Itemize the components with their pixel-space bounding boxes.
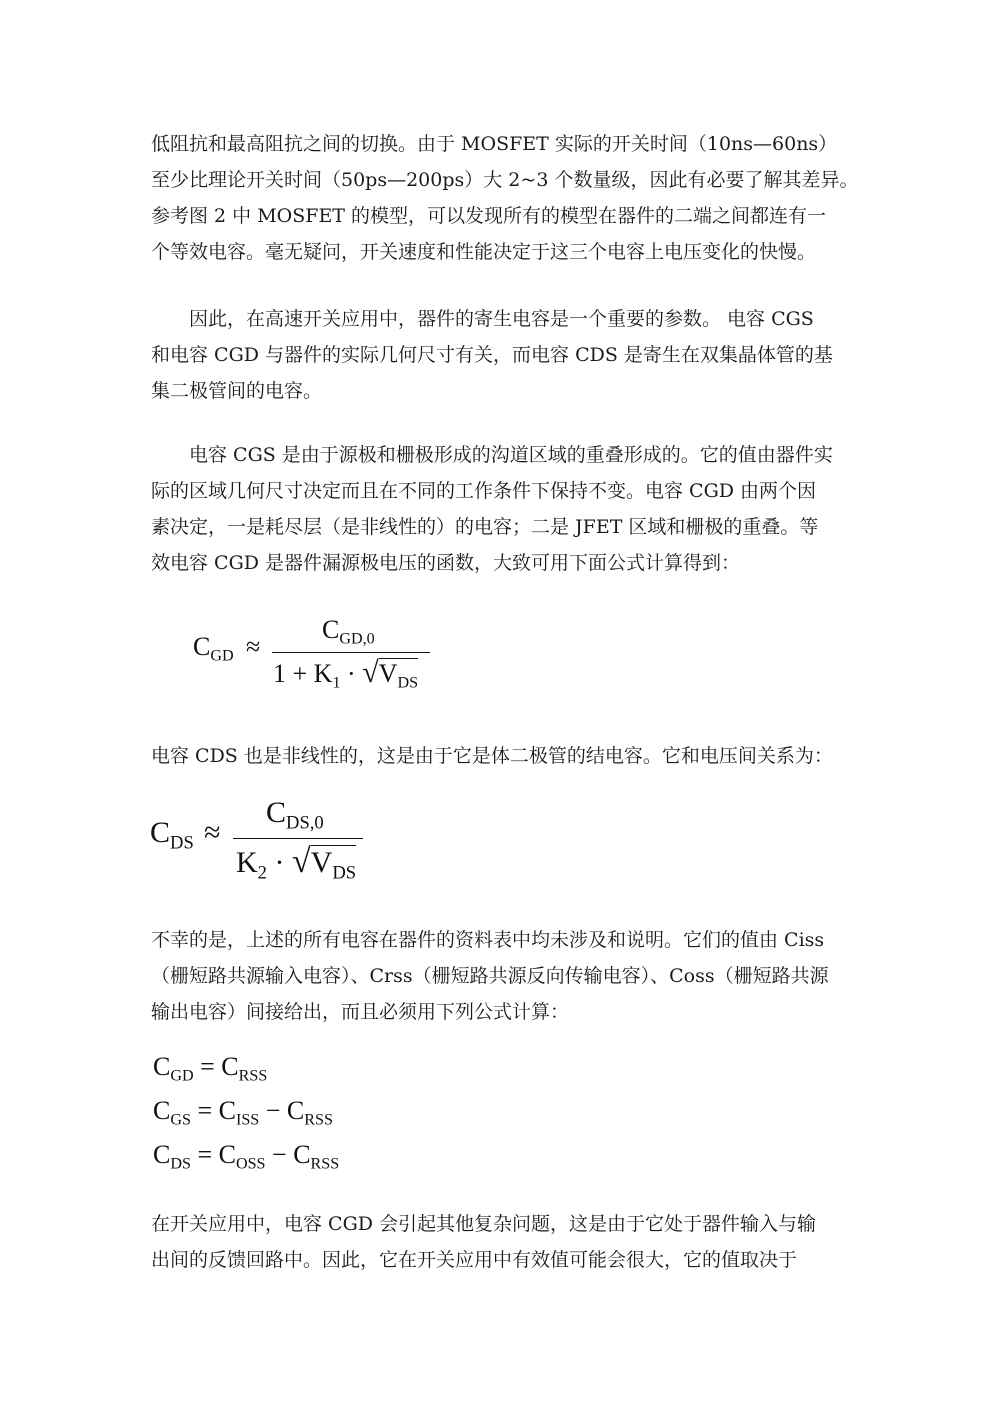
symbol: C [286,1096,305,1125]
subscript: GD [210,647,234,665]
subscript: 2 [257,862,267,884]
symbol: C [193,632,211,661]
subscript: DS [397,674,419,692]
symbol: C [266,796,287,829]
text-line: 低阻抗和最高阻抗之间的切换。由于 MOSFET 实际的开关时间（10ns—60ns） [151,133,838,155]
text-line: 电容 CGS 是由于源极和栅极形成的沟道区域的重叠形成的。它的值由器件实 [151,444,833,466]
subscript: GD,0 [339,630,375,648]
text-line: 电容 CDS 也是非线性的，这是由于它是体二极管的结电容。它和电压间关系为： [151,745,833,767]
symbol: C [322,615,340,644]
radicand [378,658,419,692]
paragraph-4 [151,738,851,774]
term: K [236,846,258,879]
subscript: GS [170,1111,191,1129]
text-line: 集二极管间的电容。 [151,380,323,402]
radicand [310,845,357,884]
paragraph-2 [151,301,851,409]
paragraph-3 [151,437,851,581]
text-line: 输出电容）间接给出，而且必须用下列公式计算： [151,1001,570,1023]
text-line: 素决定，一是耗尽层（是非线性的）的电容；二是 JFET 区域和栅极的重叠。等 [151,516,819,538]
formula-row: $C_{GD} = C_{RSS}$ [153,1052,268,1085]
dot: · [274,846,285,879]
operator: − [272,1140,287,1169]
relation: ≈ [246,632,261,661]
symbol: C [218,1096,236,1125]
text-line: 个等效电容。毫无疑问，开关速度和性能决定于这三个电容上电压变化的快慢。 [151,241,817,263]
formula-row: $C_{DS} = C_{OSS} - C_{RSS}$ [153,1140,340,1173]
symbol: C [150,816,171,849]
text-line: 参考图 2 中 MOSFET 的模型，可以发现所有的模型在器件的二端之间都连有一 [151,205,827,227]
denominator [273,656,418,693]
sqrt-icon: √ [362,656,379,689]
subscript: OSS [235,1155,266,1173]
subscript: DS,0 [286,812,324,834]
operator: − [265,1096,281,1125]
symbol: V [378,659,398,688]
subscript: DS [170,1155,191,1173]
denominator [236,843,356,885]
sqrt-icon: √ [291,843,311,880]
text-line: 和电容 CGD 与器件的实际几何尺寸有关，而电容 CDS 是寄生在双集晶体管的基 [151,344,833,366]
dot: · [347,659,356,688]
text-line: （栅短路共源输入电容）、Crss（栅短路共源反向传输电容）、Coss（栅短路共源 [151,965,829,987]
numerator [266,796,324,835]
subscript: GD [170,1067,194,1085]
symbol: C [221,1052,239,1081]
symbol: C [293,1140,311,1169]
numerator [322,615,375,649]
fraction-bar [233,838,363,839]
subscript: RSS [238,1067,268,1085]
symbol: C [153,1096,171,1125]
subscript: 1 [332,674,341,692]
text-line: 际的区域几何尺寸决定而且在不同的工作条件下保持不变。电容 CGD 由两个因 [151,480,817,502]
subscript: RSS [304,1111,333,1129]
text-line: 效电容 CGD 是器件漏源极电压的函数，大致可用下面公式计算得到： [151,552,741,574]
text-line: 至少比理论开关时间（50ps—200ps）大 2~3 个数量级，因此有必要了解其差异。 [151,169,859,191]
relation: ≈ [204,816,221,849]
term: 1 + K [273,659,333,688]
subscript: ISS [235,1111,260,1129]
text-line: 在开关应用中，电容 CGD 会引起其他复杂问题，这是由于它处于器件输入与输 [151,1213,817,1235]
symbol: C [153,1052,171,1081]
symbol: C [153,1140,171,1169]
text-line: 不幸的是，上述的所有电容在器件的资料表中均未涉及和说明。它们的值由 Ciss [151,929,825,951]
formula-row: $C_{GS} = C_{ISS} - C_{RSS}$ [153,1096,333,1129]
formula-lhs [193,632,234,666]
paragraph-5 [151,922,851,1030]
formula-lhs [150,816,194,855]
subscript: DS [332,862,357,884]
text-line: 因此，在高速开关应用中，器件的寄生电容是一个重要的参数。 电容 CGS [151,308,814,330]
paragraph-1 [151,126,859,270]
fraction-bar [272,652,430,653]
text-line: 出间的反馈回路中。因此，它在开关应用中有效值可能会很大，它的值取决于 [151,1249,798,1271]
paragraph-6 [151,1206,851,1278]
subscript: DS [170,832,194,854]
subscript: RSS [310,1155,340,1173]
symbol: C [218,1140,236,1169]
symbol: V [310,846,333,879]
